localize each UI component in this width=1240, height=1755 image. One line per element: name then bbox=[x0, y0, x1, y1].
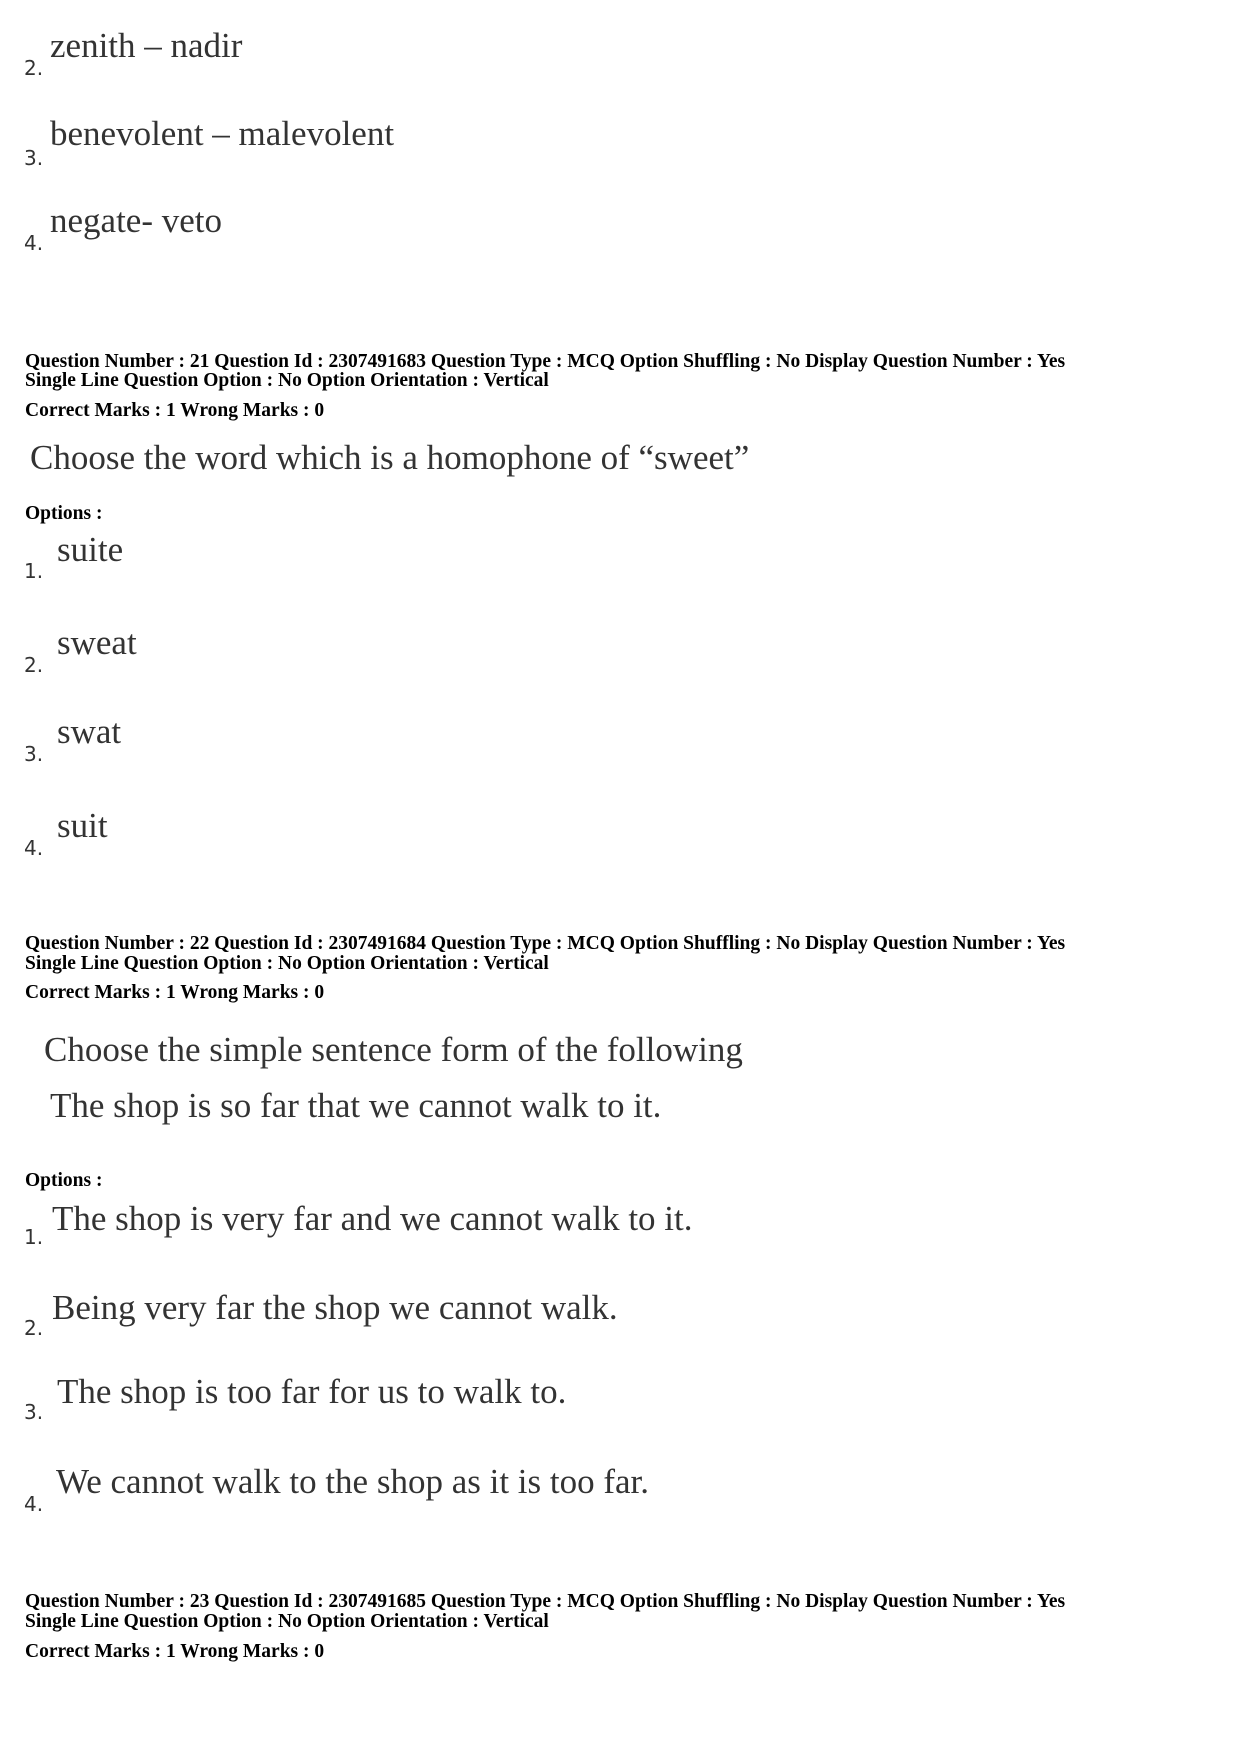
option-text: negate- veto bbox=[50, 201, 222, 240]
options-label: Options : bbox=[25, 1170, 103, 1191]
option-number: 4. bbox=[24, 1492, 44, 1516]
option-text: suit bbox=[57, 806, 108, 845]
option-text: zenith – nadir bbox=[50, 26, 243, 65]
option-text: sweat bbox=[57, 623, 137, 662]
option-number: 1. bbox=[24, 1225, 44, 1249]
option-text: benevolent – malevolent bbox=[50, 114, 395, 153]
option-text: The shop is very far and we cannot walk to it. bbox=[52, 1199, 693, 1238]
option-number: 3. bbox=[24, 146, 44, 170]
option-number: 1. bbox=[24, 559, 44, 583]
question-text-line-2: The shop is so far that we cannot walk to it. bbox=[50, 1086, 662, 1125]
question-marks: Correct Marks : 1 Wrong Marks : 0 bbox=[25, 1641, 325, 1662]
option-number: 2. bbox=[24, 653, 44, 677]
option-number: 2. bbox=[24, 1316, 44, 1340]
question-text: Choose the word which is a homophone of “sweet” bbox=[30, 438, 750, 477]
option-number: 4. bbox=[24, 231, 44, 255]
question-marks: Correct Marks : 1 Wrong Marks : 0 bbox=[25, 400, 325, 421]
option-text: We cannot walk to the shop as it is too far. bbox=[56, 1462, 650, 1501]
question-meta-line-2: Single Line Question Option : No Option Orientation : Vertical bbox=[25, 370, 549, 391]
option-number: 3. bbox=[24, 742, 44, 766]
question-meta-line-1: Question Number : 23 Question Id : 2307491685 Question Type : MCQ Option Shuffling : No Display Question Number : Yes bbox=[25, 1591, 1066, 1612]
question-marks: Correct Marks : 1 Wrong Marks : 0 bbox=[25, 982, 325, 1003]
question-meta-line-2: Single Line Question Option : No Option Orientation : Vertical bbox=[25, 953, 549, 974]
question-meta-line-1: Question Number : 22 Question Id : 2307491684 Question Type : MCQ Option Shuffling : No Display Question Number : Yes bbox=[25, 933, 1066, 954]
option-text: Being very far the shop we cannot walk. bbox=[52, 1288, 618, 1327]
question-text-line-1: Choose the simple sentence form of the following bbox=[44, 1030, 743, 1069]
question-meta-line-2: Single Line Question Option : No Option Orientation : Vertical bbox=[25, 1611, 549, 1632]
option-number: 2. bbox=[24, 56, 44, 80]
option-number: 3. bbox=[24, 1400, 44, 1424]
option-text: swat bbox=[57, 712, 122, 751]
option-number: 4. bbox=[24, 836, 44, 860]
options-label: Options : bbox=[25, 503, 103, 524]
option-text: The shop is too far for us to walk to. bbox=[57, 1372, 567, 1411]
question-meta-line-1: Question Number : 21 Question Id : 2307491683 Question Type : MCQ Option Shuffling : No Display Question Number : Yes bbox=[25, 351, 1066, 372]
option-text: suite bbox=[57, 530, 124, 569]
